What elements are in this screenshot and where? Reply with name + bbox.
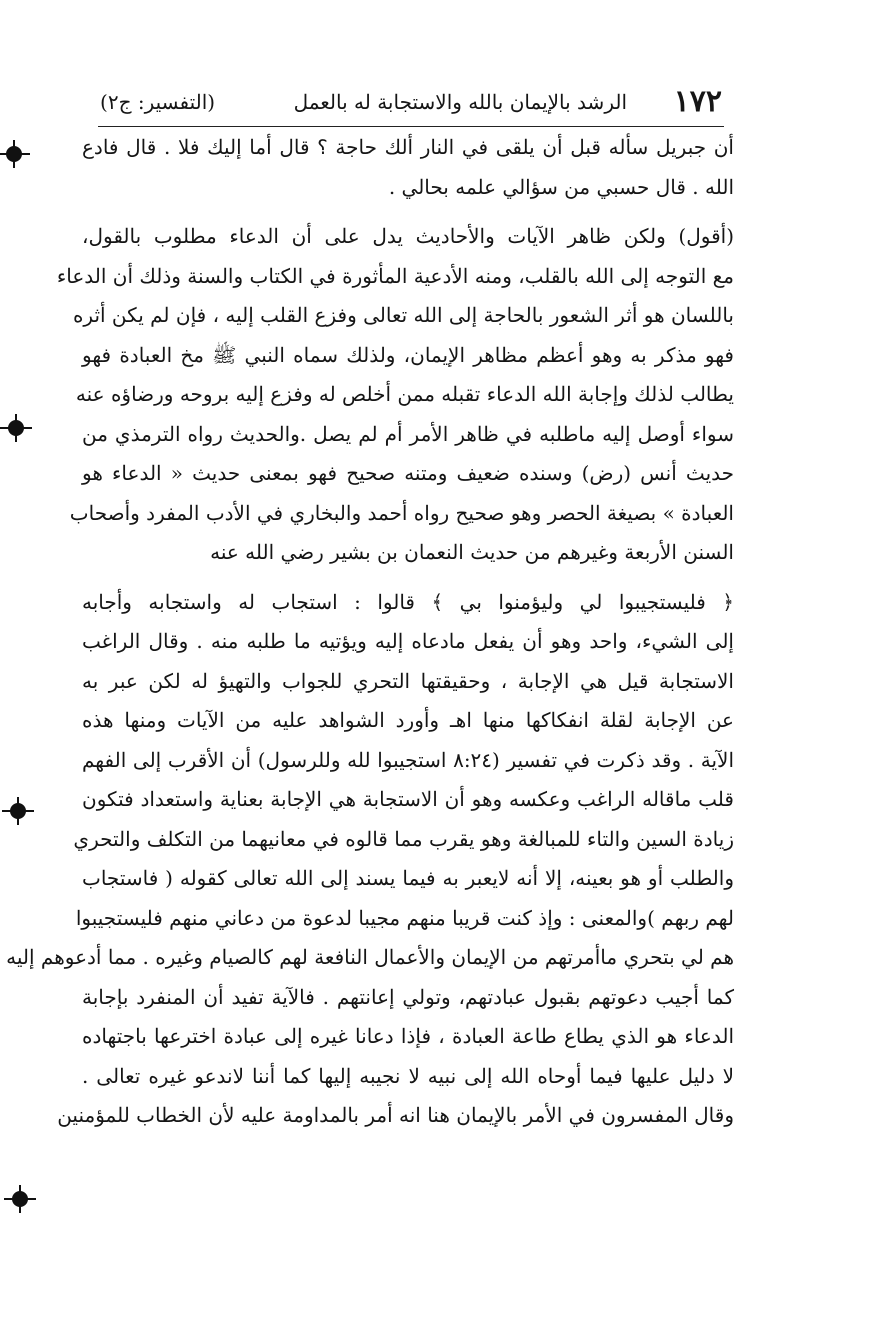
text-line: أن جبريل سأله قبل أن يلقى في النار ألك حاجة ؟ قال أما إليك فلا . قال فادع: [82, 135, 734, 159]
text-line: سواء أوصل إليه ماطلبه في ظاهر الأمر أم لم يصل .والحديث رواه الترمذي من: [82, 421, 734, 446]
text-line: حديث أنس (رض) وسنده ضعيف ومتنه صحيح فهو بمعنى حديث « الدعاء هو: [82, 461, 734, 485]
text-line: إلى الشيء، واحد وهو أن يفعل مادعاه إليه ويؤتيه ما طلبه منه . وقال الراغب: [82, 629, 734, 653]
volume-label: (التفسير: ج٢): [100, 90, 216, 114]
text-line: زيادة السين والتاء للمبالغة وهو يقرب مما قالوه في معانيهما من التكلف والتحري: [73, 826, 734, 851]
page-header: [100, 82, 722, 122]
text-line: فهو مذكر به وهو أعظم مظاهر الإيمان، ولذلك سماه النبي ﷺ مخ العبادة فهو: [82, 342, 734, 367]
text-line: السنن الأربعة وغيرهم من حديث النعمان بن بشير رضي الله عنه: [210, 540, 734, 564]
text-line: الاستجابة قيل هي الإجابة ، وحقيقتها التحري للجواب والتهيؤ له لكن عبر به: [82, 668, 734, 693]
text-line: عن الإجابة لقلة انفكاكها منها اهـ وأورد الشواهد عليه من الآيات ومنها هذه: [82, 708, 734, 732]
text-line: الدعاء هو الذي يطاع طاعة العبادة ، فإذا دعانا غيره إلى عبادة اخترعها باجتهاده: [82, 1024, 734, 1048]
body-text: [6, 128, 735, 1136]
punch-mark-icon: [12, 1191, 28, 1207]
text-line: مع التوجه إلى الله بالقلب، ومنه الأدعية المأثورة في الكتاب والسنة وذلك أن الدعاء: [56, 263, 734, 288]
text-line: والطلب أو هو بعينه، إلا أنه لايعبر به فيما يسند إلى الله تعالى كقوله ( فاستجاب: [82, 866, 734, 890]
punch-mark-icon: [6, 146, 22, 162]
text-line: (أقول) ولكن ظاهر الآيات والأحاديث يدل على أن الدعاء مطلوب بالقول،: [82, 224, 734, 248]
text-line: كما أجيب دعوتهم بقبول عبادتهم، وتولي إعانتهم . فالآية تفيد أن المنفرد بإجابة: [82, 984, 734, 1009]
text-line: قلب ماقاله الراغب وعكسه وهو أن الاستجابة هي الإجابة بعناية واستعداد فتكون: [82, 787, 734, 811]
text-line: الله . قال حسبي من سؤالي علمه بحالي .: [388, 174, 734, 199]
text-line: العبادة » بصيغة الحصر وهو صحيح رواه أحمد والبخاري في الأدب المفرد وأصحاب: [69, 500, 734, 525]
punch-mark-icon: [8, 420, 24, 436]
text-line: ﴿ فليستجيبوا لي وليؤمنوا بي ﴾ قالوا : استجاب له واستجابه وأجابه: [82, 589, 734, 614]
text-line: هم لي بتحري ماأمرتهم من الإيمان والأعمال النافعة لهم كالصيام وغيره . مما أدعوهم إليه: [6, 945, 734, 969]
page-number: ١٧٢: [673, 84, 722, 119]
text-line: لا دليل عليها فيما أوحاه الله إلى نبيه لا نجيبه إليها كما أننا لاندعو غيره تعالى .: [82, 1063, 734, 1088]
text-line: يطالب لذلك وإجابة الله الدعاء تقبله ممن أخلص له وفزع إليه بروحه ورضاؤه عنه: [75, 382, 734, 406]
paragraph: [6, 583, 735, 1136]
running-title: الرشد بالإيمان بالله والاستجابة له بالعمل: [293, 90, 627, 114]
paragraph: [82, 128, 734, 207]
text-line: الآية . وقد ذكرت في تفسير (٨:٢٤ استجيبوا لله وللرسول) أن الأقرب إلى الفهم: [82, 747, 735, 772]
text-line: باللسان هو أثر الشعور بالحاجة إلى الله تعالى وفزع القلب إليه ، فإن لم يكن أثره: [72, 303, 734, 327]
text-line: لهم ربهم )والمعنى : وإذ كنت قريبا منهم مجيبا لدعوة من دعاني منهم فليستجيبوا: [75, 905, 734, 930]
text-line: وقال المفسرون في الأمر بالإيمان هنا انه أمر بالمداومة عليه لأن الخطاب للمؤمنين: [57, 1103, 734, 1127]
header-divider: [98, 126, 724, 127]
punch-mark-icon: [10, 803, 26, 819]
paragraph: [56, 217, 734, 573]
